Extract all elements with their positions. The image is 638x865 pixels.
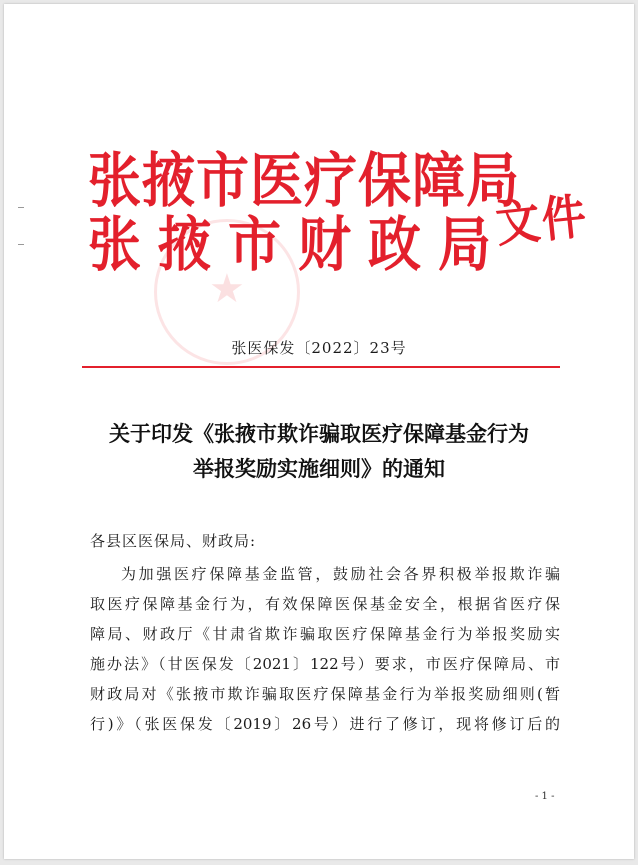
body-line: 行)》（张医保发〔2019〕26号）进行了修订，现将修订后的 bbox=[90, 715, 560, 733]
red-divider bbox=[82, 366, 560, 368]
title-line: 举报奖励实施细则》的通知 bbox=[193, 456, 445, 481]
body-line: 障局、财政厅《甘肃省欺诈骗取医疗保障基金行为举报奖励实 bbox=[90, 625, 560, 643]
body-line: 财政局对《张掖市欺诈骗取医疗保障基金行为举报奖励细则(暂 bbox=[90, 685, 560, 703]
body-paragraph bbox=[90, 559, 560, 739]
issuer-name-medical-security: 张掖市医疗保障局 bbox=[88, 147, 520, 216]
seal-star-icon: ★ bbox=[209, 266, 245, 312]
binding-mark bbox=[18, 207, 24, 208]
body-line: 为加强医疗保障基金监管，鼓励社会各界积极举报欺诈骗 bbox=[121, 565, 560, 583]
document-page bbox=[4, 4, 634, 859]
body-line: 施办法》（甘医保发〔2021〕122号）要求，市医疗保障局、市 bbox=[90, 655, 560, 673]
body-line: 取医疗保障基金行为，有效保障医保基金安全，根据省医疗保 bbox=[90, 595, 560, 613]
title-line: 关于印发《张掖市欺诈骗取医疗保障基金行为 bbox=[109, 421, 529, 446]
page-number: - 1 - bbox=[535, 791, 555, 802]
document-number: 张医保发〔2022〕23号 bbox=[231, 339, 407, 357]
document-title bbox=[4, 416, 634, 486]
binding-mark bbox=[18, 244, 24, 245]
salutation: 各县区医保局、财政局: bbox=[90, 532, 257, 550]
issuer-name-finance: 张掖市财政局 bbox=[88, 211, 508, 280]
issuer-block bbox=[88, 146, 520, 280]
document-type-label: 文件 bbox=[493, 188, 591, 254]
